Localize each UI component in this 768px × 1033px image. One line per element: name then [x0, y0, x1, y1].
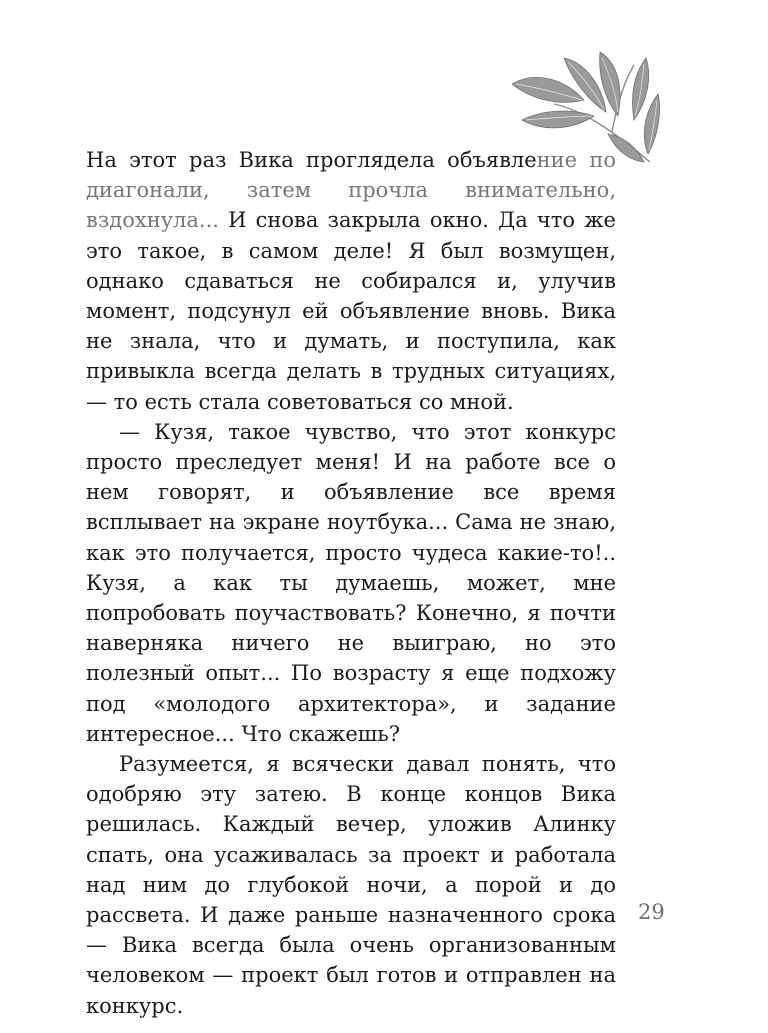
- paragraph-1-rest: И снова закрыла окно. Да что же это такое, в самом деле! Я был возмущен, однако сдаваться не собирался и, улучив момент, подсунул ей объявление вновь. Вика не знала, что и думать, и поступила, как привыкла всегда делать в трудных ситуациях, — то есть стала советоваться со мной.: [86, 208, 616, 414]
- paragraph-2: — Кузя, такое чувство, что этот конкурс просто преследует меня! И на работе все о нем говорят, и объявление все время всплывает на экране ноутбука... Сама не знаю, как это получается, просто чудеса какие-то!.. Кузя, а как ты думаешь, может, мне попробовать поучаствовать? Конечно, я почти наверняка ничего не выиграю, но это полезный опыт... По возрасту я еще подхожу под «молодого архитектора», и задание интересное... Что скажешь?: [86, 419, 616, 746]
- paragraph-1: [86, 145, 616, 417]
- paragraph-1-faded: ние по диагонали, затем прочла внимательно, вздохнула...: [86, 148, 616, 233]
- page-number: 29: [638, 900, 665, 924]
- body-text: [86, 145, 616, 1021]
- paragraph-3: Разумеется, я всячески давал понять, что одобряю эту затею. В конце концов Вика решилась. Каждый вечер, уложив Алинку спать, она усаживалась за проект и работала над ним до глубокой ночи, а порой и до рассвета. И даже раньше назначенного срока — Вика всегда была очень организованным человеком — проект был готов и отправлен на конкурс.: [86, 752, 616, 1018]
- paragraph-1-start: На этот раз Вика проглядела объявле: [86, 148, 537, 172]
